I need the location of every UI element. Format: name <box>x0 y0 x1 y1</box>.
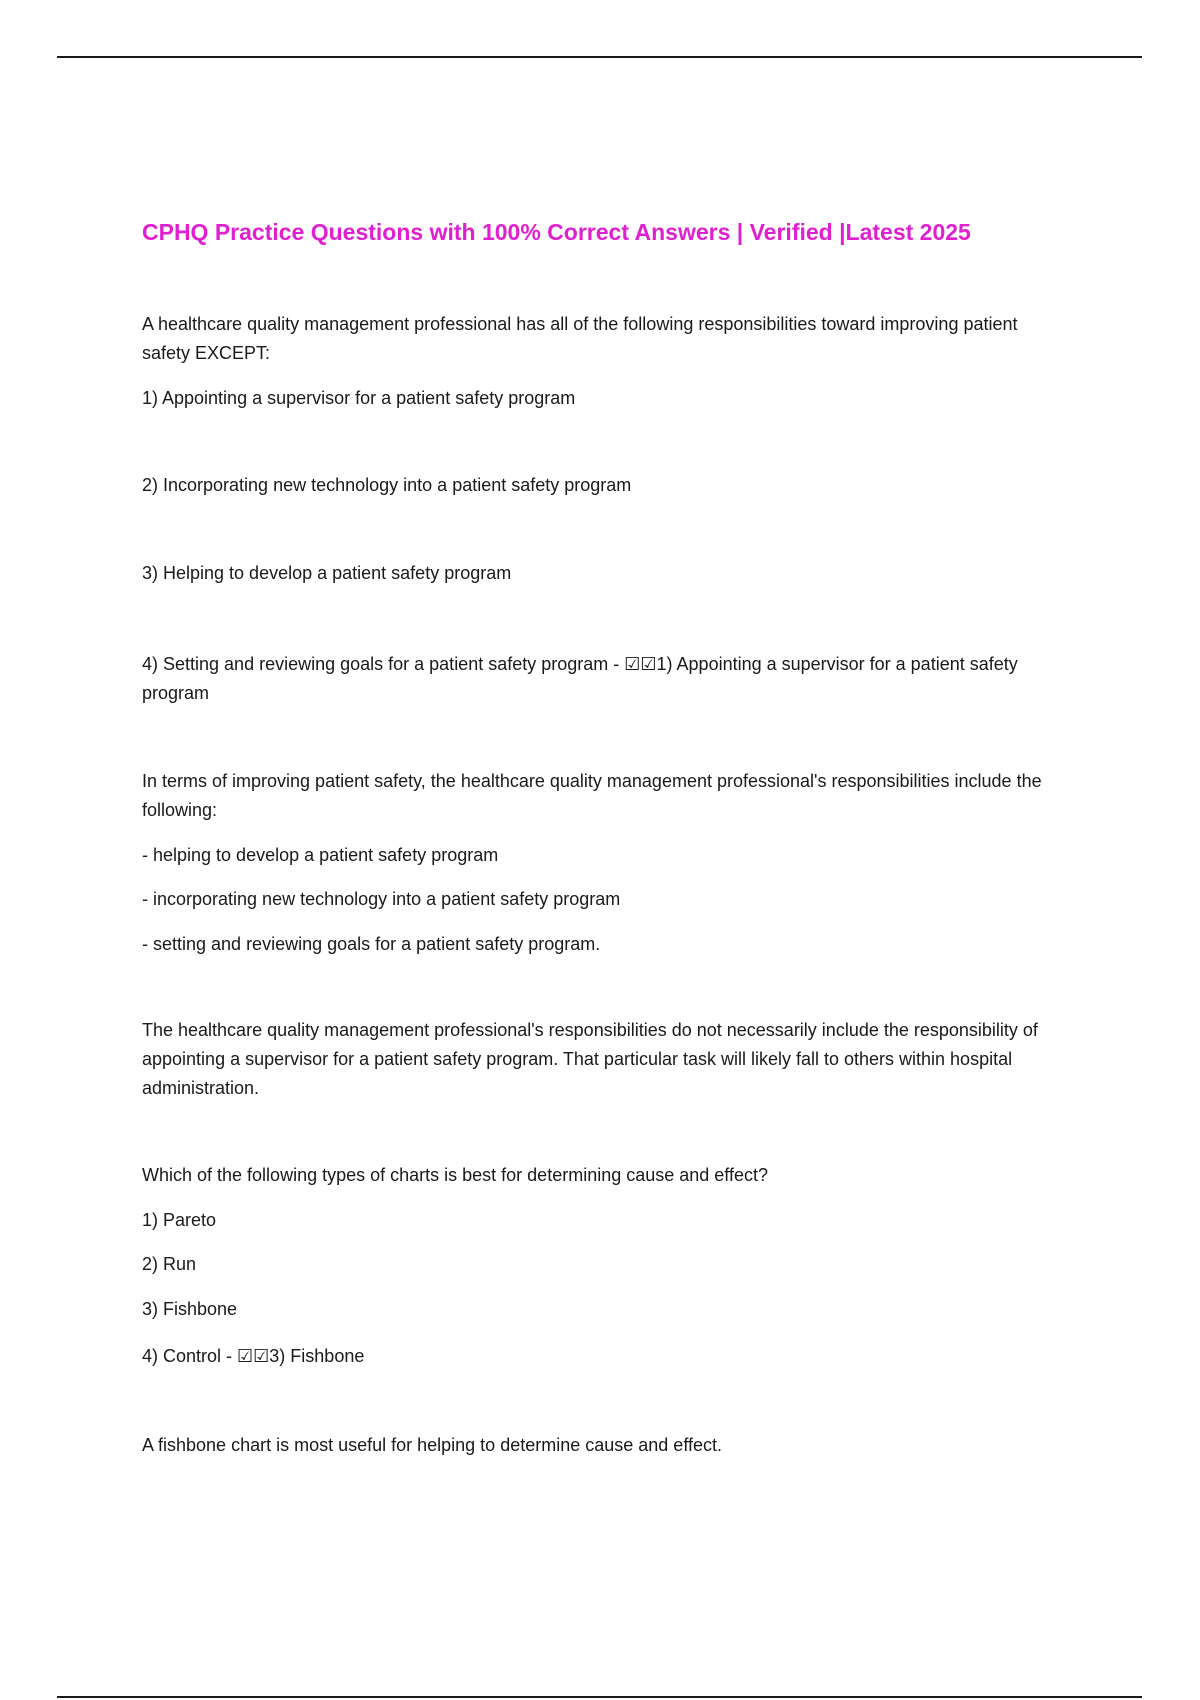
footer-rule <box>57 1696 1142 1698</box>
q1-option-3: 3) Helping to develop a patient safety program <box>142 563 512 583</box>
document-title: CPHQ Practice Questions with 100% Correct Answers | Verified |Latest 2025 <box>142 219 971 245</box>
q1-explanation-body: The healthcare quality management professional's responsibilities do not necessarily include the responsibility of appointing a supervisor for a patient safety program. That particular task will likely fall to others within hospital administration. <box>142 1020 1038 1098</box>
q2-option-4-answer: 4) Control - ☑☑3) Fishbone <box>142 1346 365 1366</box>
q1-explanation-bullet: - incorporating new technology into a patient safety program <box>142 889 621 909</box>
q1-option-2: 2) Incorporating new technology into a patient safety program <box>142 475 632 495</box>
q1-explanation-bullet: - helping to develop a patient safety program <box>142 845 499 865</box>
q2-stem: Which of the following types of charts is best for determining cause and effect? <box>142 1165 769 1185</box>
header-rule <box>57 56 1142 58</box>
q1-explanation-bullet: - setting and reviewing goals for a patient safety program. <box>142 934 601 954</box>
q2-option-3: 3) Fishbone <box>142 1299 238 1319</box>
q1-explanation-intro: In terms of improving patient safety, the healthcare quality management professional's responsibilities include the following: <box>142 771 1042 820</box>
q2-option-1: 1) Pareto <box>142 1210 217 1230</box>
q2-explanation: A fishbone chart is most useful for helping to determine cause and effect. <box>142 1435 723 1455</box>
q1-option-4-answer: 4) Setting and reviewing goals for a patient safety program - ☑☑1) Appointing a supervisor for a patient safety program <box>142 654 1018 703</box>
q2-option-2: 2) Run <box>142 1254 197 1274</box>
q1-option-1: 1) Appointing a supervisor for a patient safety program <box>142 388 576 408</box>
q1-stem: A healthcare quality management professional has all of the following responsibilities toward improving patient safety EXCEPT: <box>142 314 1018 363</box>
